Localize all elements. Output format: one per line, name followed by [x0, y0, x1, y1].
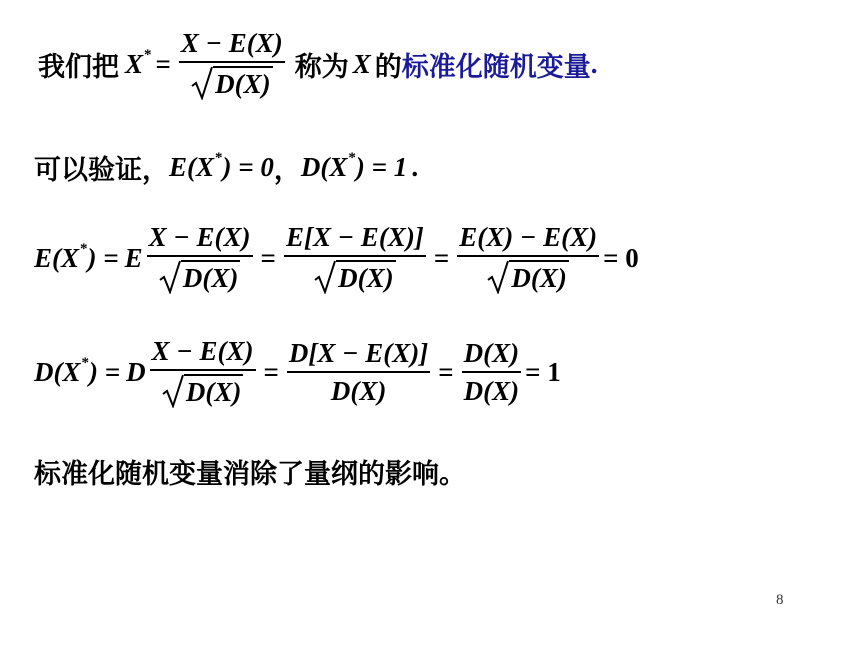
- radical-icon: [159, 260, 181, 294]
- definition-prefix: 我们把: [38, 51, 119, 83]
- conclusion-line: [34, 452, 466, 491]
- standardized-var: X*: [125, 46, 152, 79]
- expectation-derivation: E(X*) = E $\frac{X - E(X)}{D(X)}$ = $\frac{E[X - E(X)]}{D(X)}$ = $\frac{E(X) - E(X)}{D(X)}$ = 0: [34, 222, 639, 293]
- var-fraction-1: $\frac{X - E(X)}{D(X)}$: [151, 336, 254, 407]
- var-fraction-2: $\frac{D[X - E(X)]}{D(X)}$: [288, 337, 429, 406]
- page-number: 8: [776, 592, 784, 608]
- variance-derivation: D(X*) = D $\frac{X - E(X)}{D(X)}$ = $\frac{D[X - E(X)]}{D(X)}$ = $\frac{D(X)}{D(X)}$ = 1: [34, 336, 561, 407]
- definition-period: .: [590, 48, 598, 79]
- radical-icon: [487, 260, 509, 294]
- equals-sign: =: [155, 48, 171, 79]
- var-result: = 1: [525, 356, 561, 387]
- random-var: X: [352, 48, 371, 79]
- var-operator: D: [126, 356, 146, 387]
- expectation-expr: E(X*) = 0: [169, 150, 274, 182]
- radical-icon: [162, 374, 184, 408]
- exp-lhs: E(X*) =: [34, 240, 119, 273]
- radical-icon: [314, 260, 336, 294]
- verify-line: [34, 148, 418, 187]
- var-lhs: D(X*) =: [34, 354, 121, 387]
- exp-result: = 0: [603, 242, 639, 273]
- fraction-numerator: X − E(X): [180, 28, 283, 58]
- verify-prefix: 可以验证，: [34, 155, 169, 186]
- definition-fraction: [179, 28, 285, 100]
- var-fraction-3: $\frac{D(X)}{D(X)}$: [463, 337, 520, 406]
- radical-icon: [191, 66, 213, 100]
- term-standardized: 标准化随机变量: [401, 51, 591, 83]
- exp-operator: E: [124, 242, 143, 273]
- exp-fraction-1: $\frac{X - E(X)}{D(X)}$: [148, 222, 251, 293]
- verify-period: .: [411, 152, 419, 182]
- definition-mid: 称为: [294, 51, 349, 83]
- verify-comma: ，: [273, 155, 301, 186]
- fraction-denominator: [191, 63, 273, 100]
- variance-expr: D(X*) = 1: [300, 150, 408, 182]
- exp-fraction-3: $\frac{E(X) - E(X)}{D(X)}$: [459, 222, 598, 293]
- particle-de: 的: [374, 51, 402, 83]
- sqrt: D(X): [191, 66, 273, 100]
- definition-line: [38, 28, 598, 100]
- conclusion-text: 标准化随机变量消除了量纲的影响。: [34, 459, 466, 490]
- exp-fraction-2: $\frac{E[X - E(X)]}{D(X)}$: [285, 222, 424, 293]
